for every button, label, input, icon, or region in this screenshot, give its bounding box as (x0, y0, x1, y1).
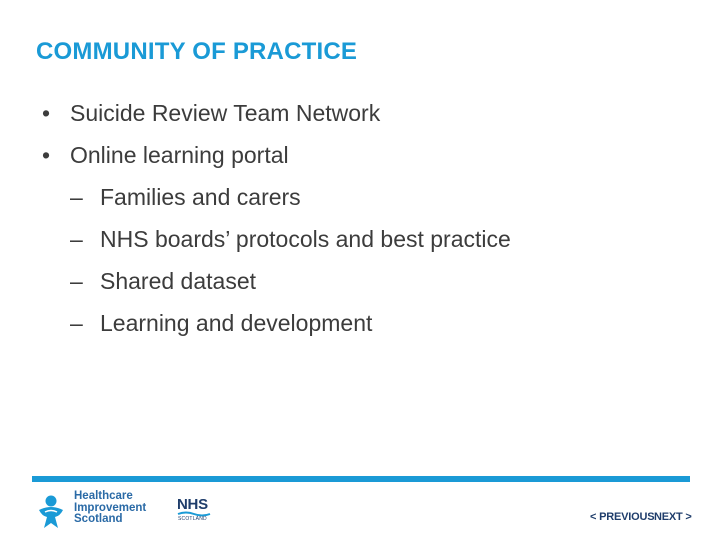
sub-bullet-text: Learning and development (100, 310, 373, 336)
his-logo-line: Improvement (74, 501, 147, 514)
sub-bullet-text: NHS boards’ protocols and best practice (100, 226, 511, 252)
next-button[interactable]: NEXT > (654, 511, 692, 523)
his-logo-line: Scotland (74, 513, 123, 525)
nhs-logo-word: NHS (177, 496, 208, 513)
sub-bullet-marker: – (70, 310, 83, 336)
nhs-logo-subtitle: SCOTLAND (178, 516, 207, 522)
bullet-marker: • (42, 100, 51, 126)
bullet-marker: • (42, 142, 51, 168)
bullet-text: Suicide Review Team Network (70, 100, 381, 126)
sub-bullet-text: Shared dataset (100, 268, 257, 294)
sub-bullet-marker: – (70, 226, 83, 252)
sub-bullet-marker: – (70, 268, 83, 294)
slide-title: COMMUNITY OF PRACTICE (36, 38, 358, 65)
footer-divider (32, 476, 690, 482)
previous-button[interactable]: < PREVIOUS (590, 511, 655, 523)
bullet-text: Online learning portal (70, 142, 289, 168)
his-logo-line: Healthcare (74, 490, 133, 502)
sub-bullet-marker: – (70, 184, 83, 210)
sub-bullet-text: Families and carers (100, 184, 301, 210)
his-logo-text (74, 491, 146, 526)
